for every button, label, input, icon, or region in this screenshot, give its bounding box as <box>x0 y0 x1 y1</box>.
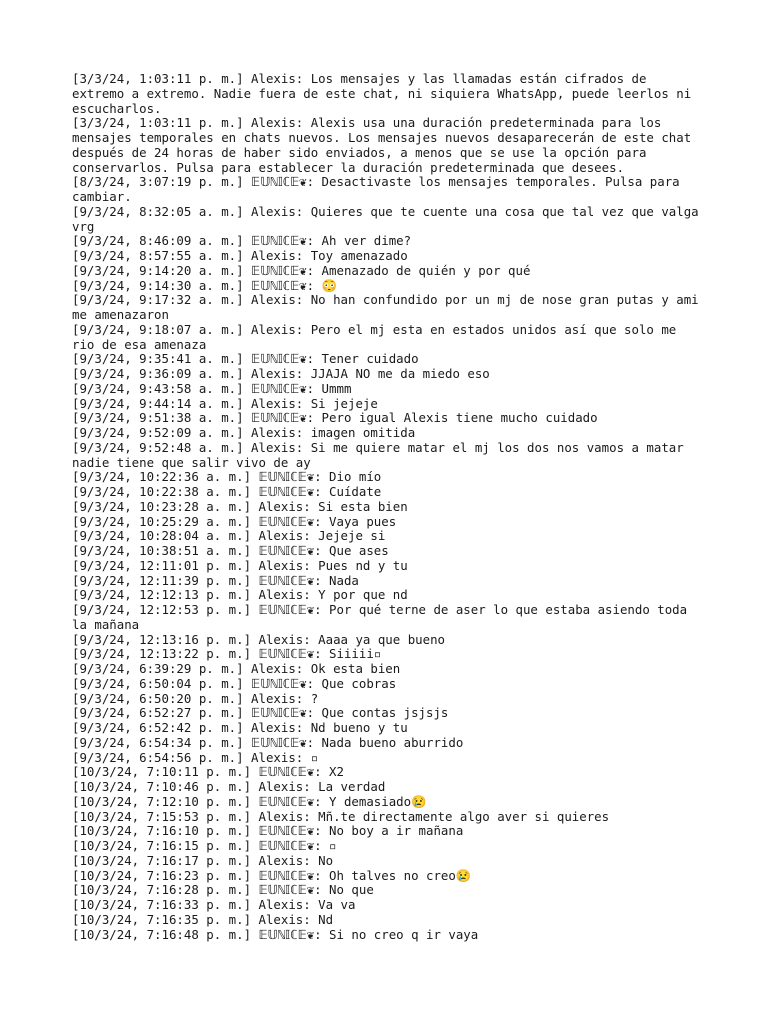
chat-message: [9/3/24, 9:36:09 a. m.] Alexis: JJAJA NO me da miedo eso <box>72 366 490 381</box>
chat-message: [9/3/24, 9:14:30 a. m.] 𝔼𝕌ℕ𝕀ℂ𝔼❦: 😳 <box>72 277 337 293</box>
chat-message: [9/3/24, 10:22:36 a. m.] 𝔼𝕌ℕ𝕀ℂ𝔼❦: Dio mío <box>72 469 382 485</box>
chat-message: [3/3/24, 1:03:11 p. m.] Alexis: Los mensajes y las llamadas están cifrados de extremo a extremo. Nadie fuera de este chat, ni siquiera WhatsApp, puede leerlos ni escucharlos. <box>72 71 699 116</box>
chat-message: [9/3/24, 12:12:13 p. m.] Alexis: Y por que nd <box>72 587 408 603</box>
chat-message: [9/3/24, 9:18:07 a. m.] Alexis: Pero el mj esta en estados unidos así que solo me rio de esa amenaza <box>72 321 684 352</box>
chat-message: [10/3/24, 7:16:33 p. m.] Alexis: Va va <box>72 897 356 912</box>
chat-message: [10/3/24, 7:16:35 p. m.] Alexis: Nd <box>72 911 334 927</box>
chat-message: [10/3/24, 7:16:10 p. m.] 𝔼𝕌ℕ𝕀ℂ𝔼❦: No boy a ir mañana <box>72 823 464 839</box>
chat-message: [9/3/24, 12:12:53 p. m.] 𝔼𝕌ℕ𝕀ℂ𝔼❦: Por qué terne de aser lo que estaba asiendo toda la mañana <box>72 602 695 632</box>
chat-message: [10/3/24, 7:12:10 p. m.] 𝔼𝕌ℕ𝕀ℂ𝔼❦: Y demasiado😢 <box>72 793 427 809</box>
chat-message: [10/3/24, 7:16:23 p. m.] 𝔼𝕌ℕ𝕀ℂ𝔼❦: Oh talves no creo😢 <box>72 867 472 883</box>
chat-message: [9/3/24, 12:13:16 p. m.] Alexis: Aaaa ya que bueno <box>72 631 445 647</box>
chat-message: [9/3/24, 10:25:29 a. m.] 𝔼𝕌ℕ𝕀ℂ𝔼❦: Vaya pues <box>72 513 397 529</box>
chat-message: [9/3/24, 8:46:09 a. m.] 𝔼𝕌ℕ𝕀ℂ𝔼❦: Ah ver dime? <box>72 233 412 249</box>
chat-message: [9/3/24, 6:39:29 p. m.] Alexis: Ok esta bien <box>72 661 401 676</box>
chat-message: [9/3/24, 10:22:38 a. m.] 𝔼𝕌ℕ𝕀ℂ𝔼❦: Cuídate <box>72 484 382 499</box>
chat-message: [9/3/24, 6:50:04 p. m.] 𝔼𝕌ℕ𝕀ℂ𝔼❦: Que cobras <box>72 675 397 691</box>
chat-message: [9/3/24, 12:13:22 p. m.] 𝔼𝕌ℕ𝕀ℂ𝔼❦: Siiiii▫ <box>72 646 382 662</box>
chat-message: [9/3/24, 8:57:55 a. m.] Alexis: Toy amenazado <box>72 248 408 263</box>
chat-message: [9/3/24, 9:17:32 a. m.] Alexis: No han confundido por un mj de nose gran putas y ami me amenazaron <box>72 292 707 322</box>
chat-message: [9/3/24, 6:50:20 p. m.] Alexis: ? <box>72 690 319 706</box>
chat-message: [9/3/24, 10:28:04 a. m.] Alexis: Jejeje si <box>72 528 386 544</box>
chat-message: [9/3/24, 9:52:48 a. m.] Alexis: Si me quiere matar el mj los dos nos vamos a matar nadie tiene que salir vivo de ay <box>72 439 692 470</box>
chat-message: [9/3/24, 9:35:41 a. m.] 𝔼𝕌ℕ𝕀ℂ𝔼❦: Tener cuidado <box>72 351 419 367</box>
chat-transcript <box>72 71 707 942</box>
chat-message: [9/3/24, 9:52:09 a. m.] Alexis: imagen omitida <box>72 425 416 440</box>
chat-message: [10/3/24, 7:16:17 p. m.] Alexis: No <box>72 852 334 868</box>
chat-message: [9/3/24, 10:38:51 a. m.] 𝔼𝕌ℕ𝕀ℂ𝔼❦: Que ases <box>72 543 389 558</box>
chat-message: [10/3/24, 7:10:11 p. m.] 𝔼𝕌ℕ𝕀ℂ𝔼❦: X2 <box>72 764 344 780</box>
chat-message: [9/3/24, 9:43:58 a. m.] 𝔼𝕌ℕ𝕀ℂ𝔼❦: Ummm <box>72 380 352 396</box>
chat-message: [9/3/24, 6:52:27 p. m.] 𝔼𝕌ℕ𝕀ℂ𝔼❦: Que contas jsjsjs <box>72 705 449 721</box>
chat-message: [10/3/24, 7:10:46 p. m.] Alexis: La verdad <box>72 779 386 794</box>
chat-message: [9/3/24, 6:52:42 p. m.] Alexis: Nd bueno y tu <box>72 720 408 735</box>
chat-message: [9/3/24, 12:11:39 p. m.] 𝔼𝕌ℕ𝕀ℂ𝔼❦: Nada <box>72 572 359 588</box>
chat-message: [8/3/24, 3:07:19 p. m.] 𝔼𝕌ℕ𝕀ℂ𝔼❦: Desactivaste los mensajes temporales. Pulsa para cambiar. <box>72 174 688 204</box>
chat-message: [9/3/24, 9:51:38 a. m.] 𝔼𝕌ℕ𝕀ℂ𝔼❦: Pero igual Alexis tiene mucho cuidado <box>72 410 598 426</box>
chat-message: [9/3/24, 12:11:01 p. m.] Alexis: Pues nd y tu <box>72 557 408 573</box>
chat-message: [9/3/24, 6:54:56 p. m.] Alexis: ▫ <box>72 749 319 765</box>
chat-message: [3/3/24, 1:03:11 p. m.] Alexis: Alexis usa una duración predeterminada para los mensajes temporales en chats nuevos. Los mensajes nuevos desaparecerán de este chat después de 24 horas de haber sido enviados, a menos que se use la opción para conservarlos. Pulsa para establecer la duración predeterminada que desees. <box>72 115 699 175</box>
chat-message: [10/3/24, 7:16:28 p. m.] 𝔼𝕌ℕ𝕀ℂ𝔼❦: No que <box>72 882 374 898</box>
chat-message: [9/3/24, 8:32:05 a. m.] Alexis: Quieres que te cuente una cosa que tal vez que valga vrg <box>72 203 707 234</box>
chat-message: [10/3/24, 7:16:48 p. m.] 𝔼𝕌ℕ𝕀ℂ𝔼❦: Si no creo q ir vaya <box>72 926 479 942</box>
chat-message: [9/3/24, 6:54:34 p. m.] 𝔼𝕌ℕ𝕀ℂ𝔼❦: Nada bueno aburrido <box>72 734 464 750</box>
chat-message: [10/3/24, 7:15:53 p. m.] Alexis: Mñ.te directamente algo aver si quieres <box>72 808 610 824</box>
chat-message: [10/3/24, 7:16:15 p. m.] 𝔼𝕌ℕ𝕀ℂ𝔼❦: ▫ <box>72 838 337 853</box>
chat-message: [9/3/24, 9:44:14 a. m.] Alexis: Si jejeje <box>72 395 378 411</box>
chat-message: [9/3/24, 10:23:28 a. m.] Alexis: Si esta bien <box>72 498 408 514</box>
chat-message: [9/3/24, 9:14:20 a. m.] 𝔼𝕌ℕ𝕀ℂ𝔼❦: Amenazado de quién y por qué <box>72 262 531 278</box>
